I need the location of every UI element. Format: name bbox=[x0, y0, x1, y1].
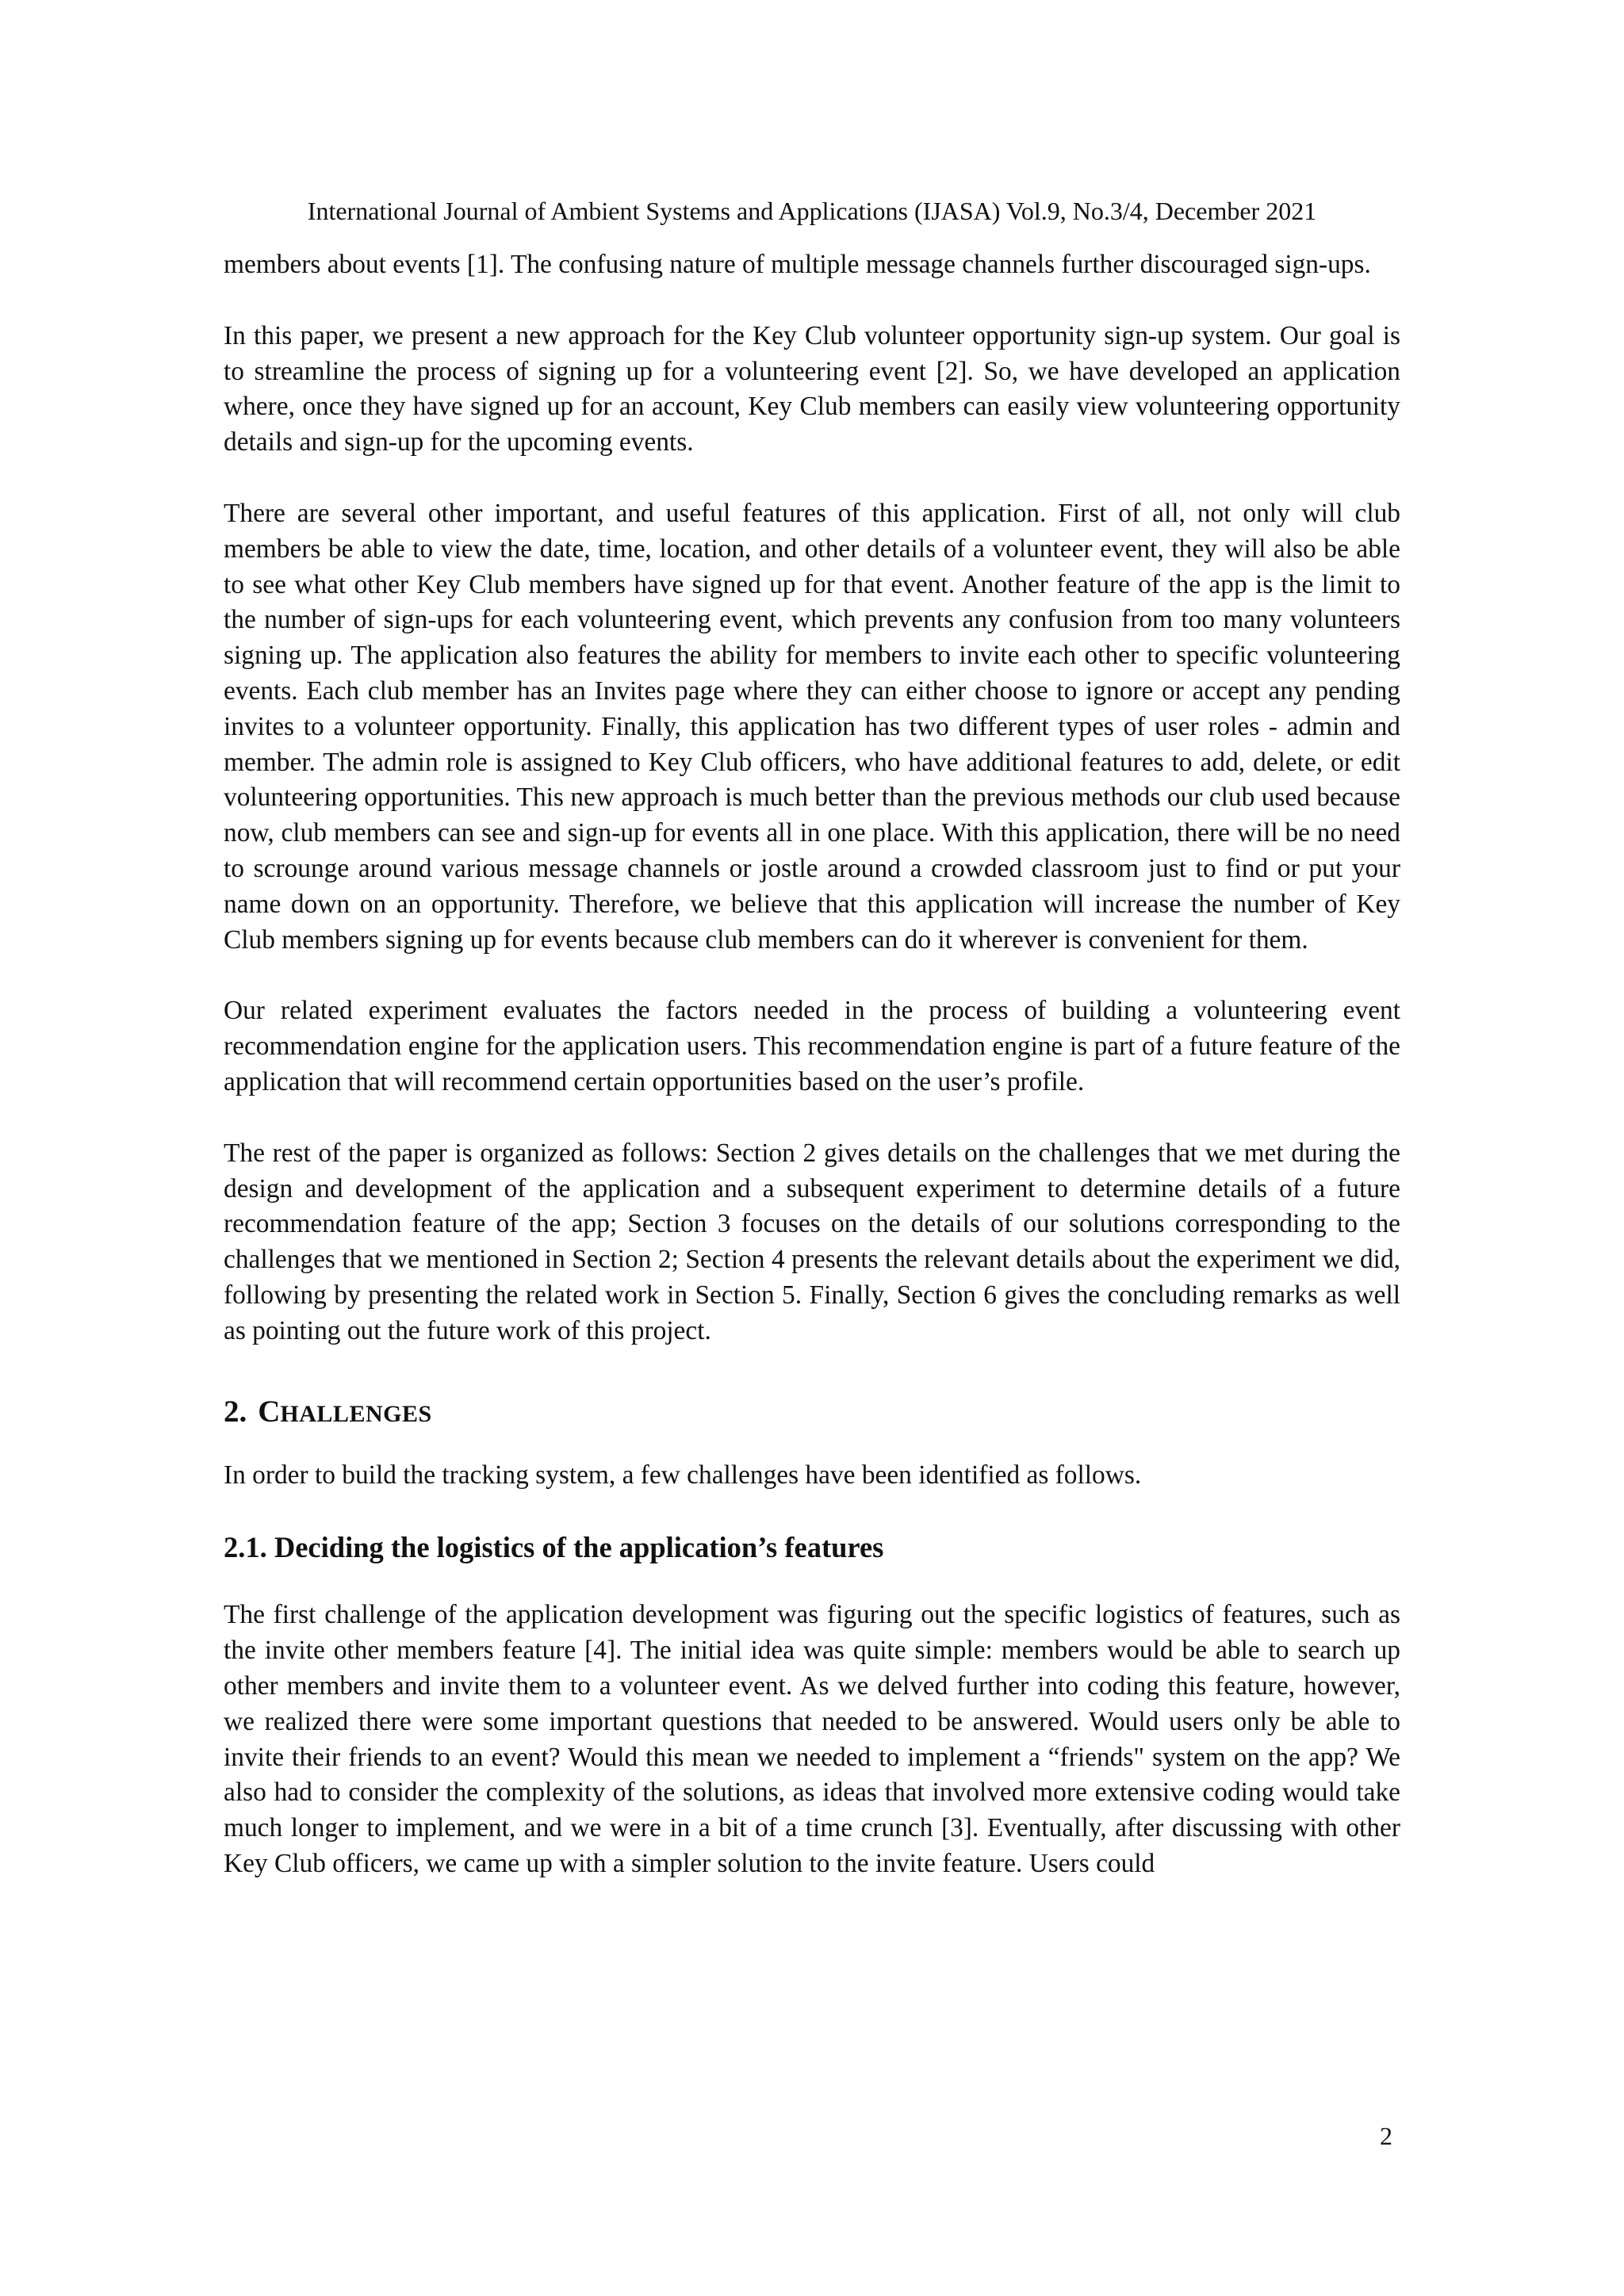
paragraph-4: Our related experiment evaluates the factors needed in the process of building a volunteering event recommendation engine for the application users. This recommendation engine is part of a future feature of the application that will recommend certain opportunities based on the user’s profile. bbox=[224, 996, 1400, 1096]
page-number: 2 bbox=[1380, 2122, 1392, 2150]
paragraph-3: There are several other important, and useful features of this application. First of all, not only will club members be able to view the date, time, location, and other details of a volunteer event, they will also be able to see what other Key Club members have signed up for that event. Another feature of the app is the limit to the number of sign-ups for each volunteering event, which prevents any confusion from too many volunteers signing up. The application also features the ability for members to invite each other to specific volunteering events. Each club member has an Invites page where they can either choose to ignore or accept any pending invites to a volunteer opportunity. Finally, this application has two different types of user roles - admin and member. The admin role is assigned to Key Club officers, who have additional features to add, delete, or edit volunteering opportunities. This new approach is much better than the previous methods our club used because now, club members can see and sign-up for events all in one place. With this application, there will be no need to scrounge around various message channels or jostle around a crowded classroom just to find or put your name down on an opportunity. Therefore, we believe that this application will increase the number of Key Club members signing up for events because club members can do it wherever is convenient for them. bbox=[224, 498, 1400, 955]
section-heading-challenges bbox=[224, 1392, 1400, 1434]
paragraph-1: members about events [1]. The confusing nature of multiple message channels further discouraged sign-ups. bbox=[224, 250, 1371, 279]
section-title-rest: HALLENGES bbox=[280, 1400, 432, 1427]
page-body bbox=[224, 247, 1400, 1882]
section-number: 2. bbox=[224, 1394, 247, 1429]
section-title-initial: C bbox=[258, 1394, 281, 1429]
subsection-heading-2-1: 2.1. Deciding the logistics of the application’s features bbox=[224, 1531, 884, 1564]
paragraph-7: The first challenge of the application development was figuring out the specific logistics of features, such as the invite other members feature [4]. The initial idea was quite simple: members would be able to search up other members and invite them to a volunteer event. As we delved further into coding this feature, however, we realized there were some important questions that needed to be answered. Would users only be able to invite their friends to an event? Would this mean we needed to implement a “friends" system on the app? We also had to consider the complexity of the solutions, as ideas that involved more extensive coding would take much longer to implement, and we were in a bit of a time crunch [3]. Eventually, after discussing with other Key Club officers, we came up with a simpler solution to the invite feature. Users could bbox=[224, 1600, 1400, 1878]
running-header: International Journal of Ambient Systems and Applications (IJASA) Vol.9, No.3/4, December 2021 bbox=[307, 197, 1317, 225]
paragraph-2: In this paper, we present a new approach for the Key Club volunteer opportunity sign-up system. Our goal is to streamline the process of signing up for a volunteering event [2]. So, we have developed an application where, once they have signed up for an account, Key Club members can easily view volunteering opportunity details and sign-up for the upcoming events. bbox=[224, 320, 1400, 457]
paragraph-6: In order to build the tracking system, a few challenges have been identified as follows. bbox=[224, 1460, 1142, 1490]
paragraph-5: The rest of the paper is organized as follows: Section 2 gives details on the challenges that we met during the design and development of the application and a subsequent experiment to determine details of a future recommendation feature of the app; Section 3 focuses on the details of our solutions corresponding to the challenges that we mentioned in Section 2; Section 4 presents the relevant details about the experiment we did, following by presenting the related work in Section 5. Finally, Section 6 gives the concluding remarks as well as pointing out the future work of this project. bbox=[224, 1138, 1400, 1345]
